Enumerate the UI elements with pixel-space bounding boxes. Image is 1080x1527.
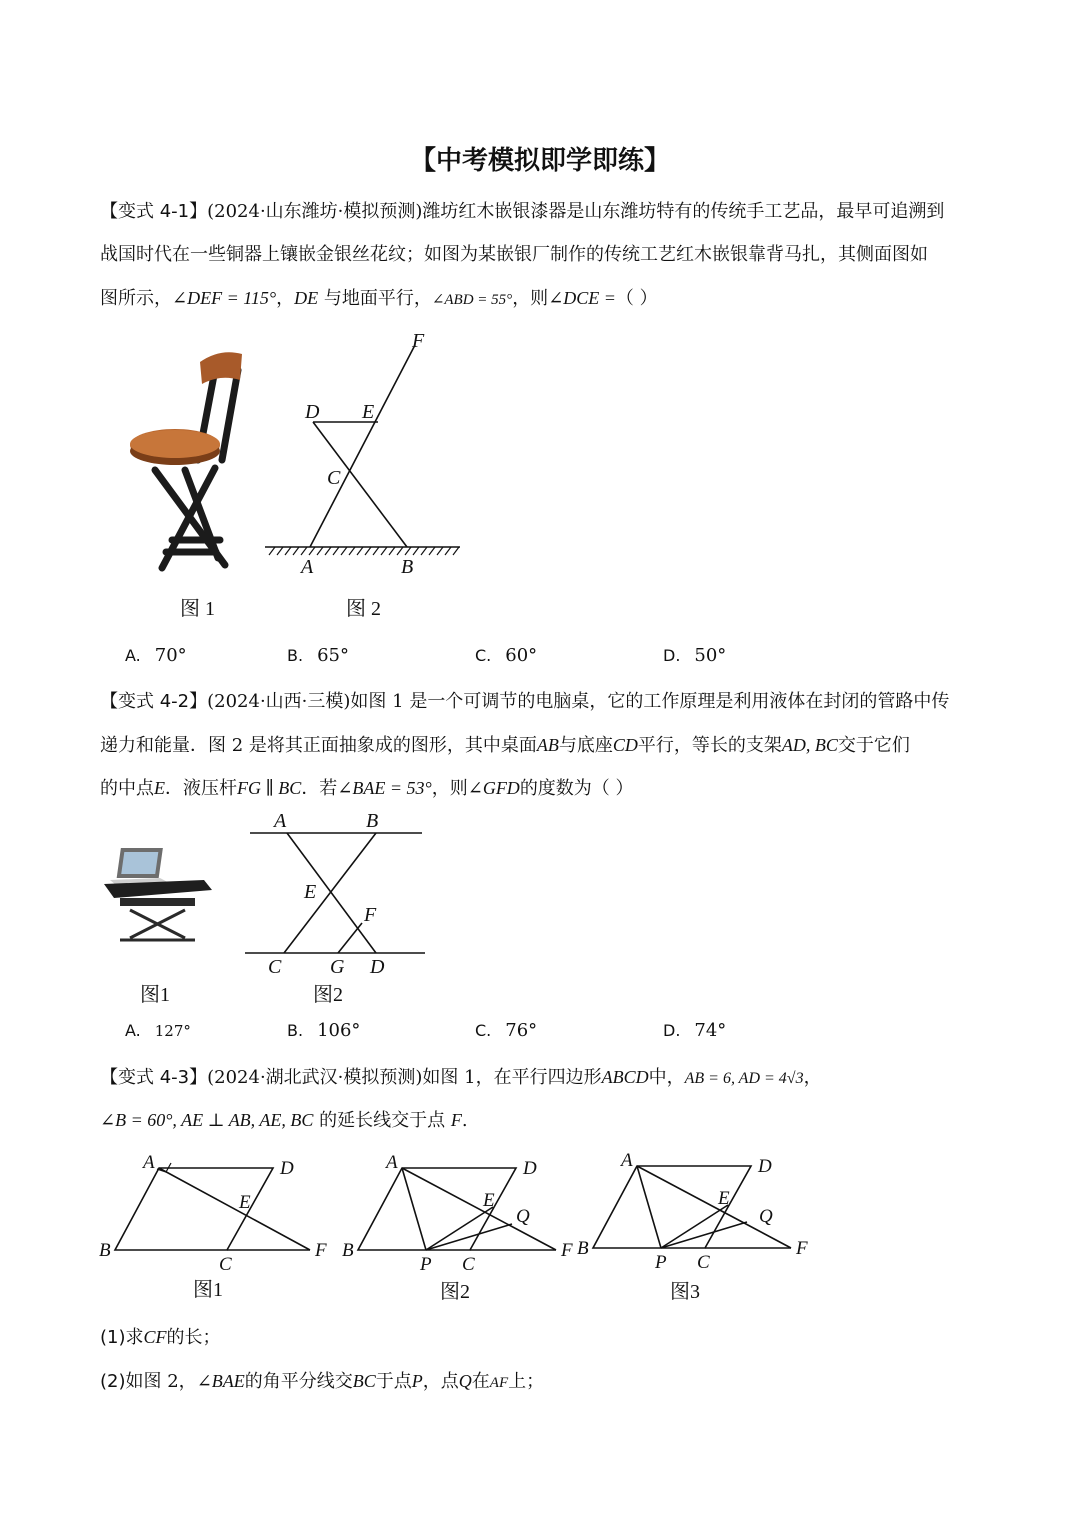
q3-fig1-geometry: [95, 1150, 340, 1280]
q2-option-b[interactable]: B. 106°: [287, 1020, 361, 1041]
q3-sub2-e: 在: [471, 1371, 490, 1392]
label-A: A: [274, 810, 287, 832]
q1-option-b[interactable]: B. 65°: [287, 645, 349, 666]
q2-option-a[interactable]: A. 127°: [125, 1021, 191, 1040]
label-B: B: [342, 1240, 354, 1261]
label-D: D: [280, 1158, 294, 1179]
q3-sub2: [100, 1367, 544, 1393]
q3-fig3-caption: 图3: [670, 1281, 700, 1303]
label-E: E: [483, 1190, 495, 1211]
q3-sub2-bc: BC: [352, 1371, 376, 1391]
q3-sub2-d: ，点: [422, 1371, 459, 1392]
q2-expr-gfd: ∠GFD: [467, 778, 520, 798]
label-D: D: [523, 1158, 537, 1179]
label-E: E: [304, 881, 317, 903]
q3-sub2-f: 上；: [508, 1371, 545, 1392]
q1-line2: 战国时代在一些铜器上镶嵌金银丝花纹；如图为某嵌银厂制作的传统工艺红木嵌银靠背马扎，其侧面图如: [100, 244, 928, 265]
q3-text1c: ，: [803, 1067, 822, 1088]
label-E: E: [239, 1192, 251, 1213]
q1-expr-dce: ∠DCE =: [548, 288, 616, 308]
label-C: C: [219, 1254, 232, 1275]
q1-line1: [100, 197, 944, 223]
laptop-desk-photo: [100, 840, 215, 955]
q1-geometry-figure: [255, 325, 470, 585]
q1-option-d[interactable]: D. 50°: [663, 645, 727, 666]
label-C: C: [462, 1254, 475, 1275]
q2-fig2-caption: 图2: [313, 984, 343, 1006]
q1-option-c[interactable]: C. 60°: [475, 645, 538, 666]
q3-text2: 的延长线交于点: [319, 1110, 446, 1131]
q1-text3a: 图所示，: [100, 288, 172, 309]
q3-text1b: 中，: [648, 1067, 685, 1088]
page-title: 【中考模拟即学即练】: [409, 146, 670, 176]
q1-fig2-caption: 图 2: [346, 598, 381, 620]
q3-line2: [100, 1106, 468, 1132]
label-P: P: [655, 1252, 667, 1273]
q3-fig2-geometry: [340, 1150, 585, 1280]
q3-end: .: [461, 1110, 468, 1131]
q2-text3e: 的度数为（ ）: [519, 778, 634, 799]
q2-text2a: 递力和能量．图 2 是将其正面抽象成的图形，其中桌面: [100, 735, 537, 756]
q3-fig1-caption: 图1: [193, 1279, 223, 1301]
q2-text3d: ，则: [431, 778, 468, 799]
q2-text3c: ．若: [301, 778, 338, 799]
q2-source: (2024·山西·三模): [207, 691, 351, 712]
label-C: C: [697, 1252, 710, 1273]
q1-text3b: 与地面平行，: [318, 288, 432, 309]
q3-sub2-b: 的角平分线交: [244, 1371, 353, 1392]
q2-e: E: [154, 778, 165, 798]
q1-expr-def: ∠DEF = 115°: [172, 288, 277, 308]
q3-sub1-num: (1): [100, 1327, 126, 1348]
q2-option-c[interactable]: C. 76°: [475, 1020, 538, 1041]
q1-text1: 潍坊红木嵌银漆器是山东潍坊特有的传统手工艺品，最早可追溯到: [422, 201, 945, 222]
q3-sub2-angle: ∠BAE: [196, 1371, 245, 1391]
q2-line2: [100, 731, 910, 757]
label-E: E: [718, 1188, 730, 1209]
label-C: C: [327, 467, 341, 489]
q3-text1a: 如图 1，在平行四边形: [422, 1067, 602, 1088]
q1-paren: （ ）: [615, 288, 658, 309]
label-B: B: [366, 810, 379, 832]
q2-expr-bae: ∠BAE = 53°: [337, 778, 432, 798]
label-F: F: [796, 1238, 808, 1259]
q2-text2d: 交于它们: [837, 735, 910, 756]
label-P: P: [420, 1254, 432, 1275]
q3-expr-b-ae: ∠B = 60°, AE ⊥ AB, AE, BC: [100, 1110, 314, 1130]
q2-line1: [100, 687, 949, 713]
label-B: B: [401, 556, 414, 578]
q3-sub2-a: 如图 2，: [125, 1371, 197, 1392]
label-Q: Q: [759, 1206, 773, 1227]
q3-fig3-geometry: [575, 1150, 820, 1280]
q3-source: (2024·湖北武汉·模拟预测): [207, 1067, 423, 1088]
label-E: E: [362, 401, 375, 423]
q1-expr-abd: ∠ABD = 55°: [431, 292, 513, 308]
q1-sep: ，: [276, 288, 295, 309]
q3-sub2-num: (2): [100, 1371, 126, 1392]
q3-f: F: [450, 1110, 462, 1130]
q3-sub2-p: P: [411, 1371, 423, 1391]
q1-tag: 【变式 4-1】: [100, 201, 208, 222]
label-A: A: [621, 1150, 633, 1171]
q2-text1: 如图 1 是一个可调节的电脑桌，它的工作原理是利用液体在封闭的管路中传: [350, 691, 950, 712]
label-F: F: [412, 330, 425, 352]
q3-abcd: ABCD: [601, 1067, 649, 1087]
q3-sub2-af: AF: [489, 1375, 509, 1391]
q1-source: (2024·山东潍坊·模拟预测): [207, 201, 423, 222]
q2-text3b: ．液压杆: [165, 778, 237, 799]
q3-sub1-a: 求: [125, 1327, 144, 1348]
label-A: A: [143, 1152, 155, 1173]
label-B: B: [99, 1240, 111, 1261]
q3-line1: [100, 1063, 822, 1089]
q2-option-d[interactable]: D. 74°: [663, 1020, 727, 1041]
q2-text2b: 与底座: [558, 735, 613, 756]
q2-geometry-figure: [240, 805, 435, 985]
label-F: F: [364, 904, 377, 926]
label-A: A: [301, 556, 314, 578]
q2-ab: AB: [536, 735, 559, 755]
q2-cd: CD: [612, 735, 638, 755]
q3-sub2-c: 于点: [375, 1371, 412, 1392]
label-D: D: [758, 1156, 772, 1177]
q3-fig2-caption: 图2: [440, 1281, 470, 1303]
label-C: C: [268, 956, 282, 978]
label-G: G: [330, 956, 345, 978]
q3-sub1-b: 的长；: [166, 1327, 221, 1348]
q2-fig1-caption: 图1: [140, 984, 170, 1006]
q1-text3c: ，则: [512, 288, 549, 309]
q2-adbc: AD, BC: [781, 735, 838, 755]
q2-text2c: 平行，等长的支架: [637, 735, 782, 756]
folding-chair-photo: [120, 340, 260, 580]
label-F: F: [315, 1240, 327, 1261]
q3-tag: 【变式 4-3】: [100, 1067, 208, 1088]
label-D: D: [305, 401, 320, 423]
label-Q: Q: [516, 1206, 530, 1227]
q1-option-a[interactable]: A. 70°: [125, 645, 187, 666]
label-F: F: [561, 1240, 573, 1261]
q1-expr-de: DE: [294, 288, 319, 308]
q2-tag: 【变式 4-2】: [100, 691, 208, 712]
q2-line3: [100, 774, 634, 800]
label-D: D: [370, 956, 385, 978]
q3-sub1-cf: CF: [143, 1327, 167, 1347]
q2-expr-fg: FG ∥ BC: [237, 778, 302, 798]
q1-fig1-caption: 图 1: [180, 598, 215, 620]
q1-line3: [100, 284, 658, 310]
q3-expr-ab-ad: AB = 6, AD = 4√3: [684, 1070, 804, 1087]
q3-sub2-q: Q: [458, 1371, 472, 1391]
q3-sub1: [100, 1323, 221, 1349]
label-B: B: [577, 1238, 589, 1259]
q2-text3a: 的中点: [100, 778, 154, 799]
label-A: A: [386, 1152, 398, 1173]
